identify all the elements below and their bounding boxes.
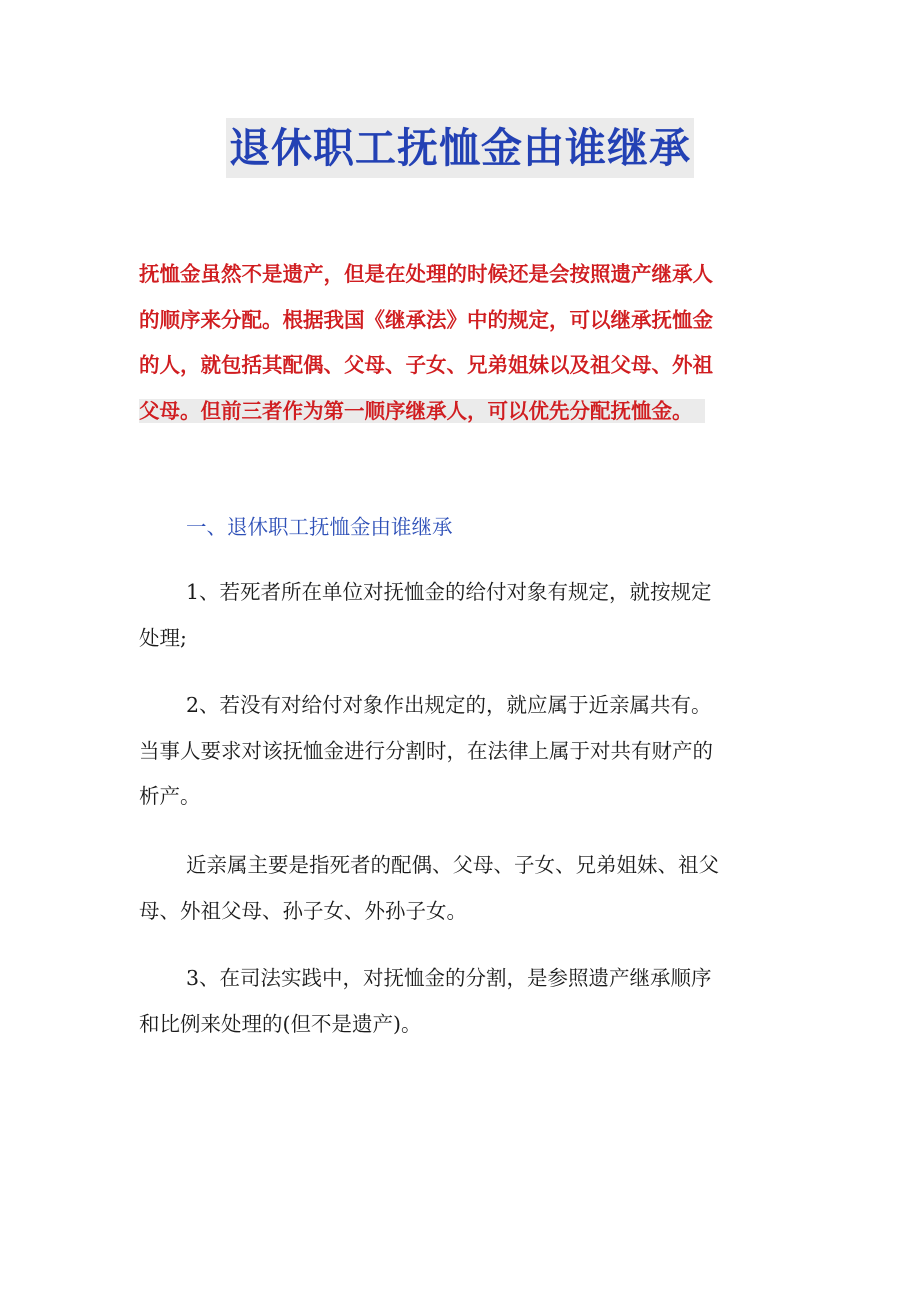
intro-line-text: 的顺序来分配。根据我国《继承法》中的规定，可以继承抚恤金 [139, 307, 713, 332]
intro-line [139, 252, 781, 298]
document-title: 退休职工抚恤金由谁继承 [226, 118, 694, 178]
section-heading: 一、退休职工抚恤金由谁继承 [186, 515, 453, 539]
intro-line [139, 389, 781, 435]
intro-line-text: 抚恤金虽然不是遗产，但是在处理的时候还是会按照遗产继承人 [139, 262, 713, 286]
intro-line-text: 父母。但前三者作为第一顺序继承人，可以优先分配抚恤金。 [139, 399, 705, 423]
intro-paragraph [139, 252, 781, 434]
paragraph-line: 和比例来处理的(但不是遗产)。 [139, 1011, 422, 1036]
paragraph-line: 当事人要求对该抚恤金进行分割时，在法律上属于对共有财产的 [139, 738, 713, 763]
paragraph-1 [139, 570, 781, 661]
paragraph-line: 1、若死者所在单位对抚恤金的给付对象有规定，就按规定 [186, 580, 712, 604]
paragraph-line: 母、外祖父母、孙子女、外孙子女。 [139, 898, 467, 923]
paragraph-2 [139, 683, 781, 820]
paragraph-line: 3、在司法实践中，对抚恤金的分割，是参照遗产继承顺序 [186, 966, 712, 990]
title-wrapper [0, 118, 920, 178]
intro-line [139, 298, 781, 344]
paragraph-line: 2、若没有对给付对象作出规定的，就应属于近亲属共有。 [186, 693, 712, 717]
paragraph-line: 近亲属主要是指死者的配偶、父母、子女、兄弟姐妹、祖父 [186, 853, 719, 877]
paragraph-line: 析产。 [139, 784, 201, 808]
paragraph-4 [139, 956, 781, 1047]
paragraph-line: 处理; [139, 625, 187, 650]
intro-line [139, 343, 781, 389]
paragraph-3 [139, 843, 781, 934]
intro-line-text: 的人，就包括其配偶、父母、子女、兄弟姐妹以及祖父母、外祖 [139, 353, 713, 377]
